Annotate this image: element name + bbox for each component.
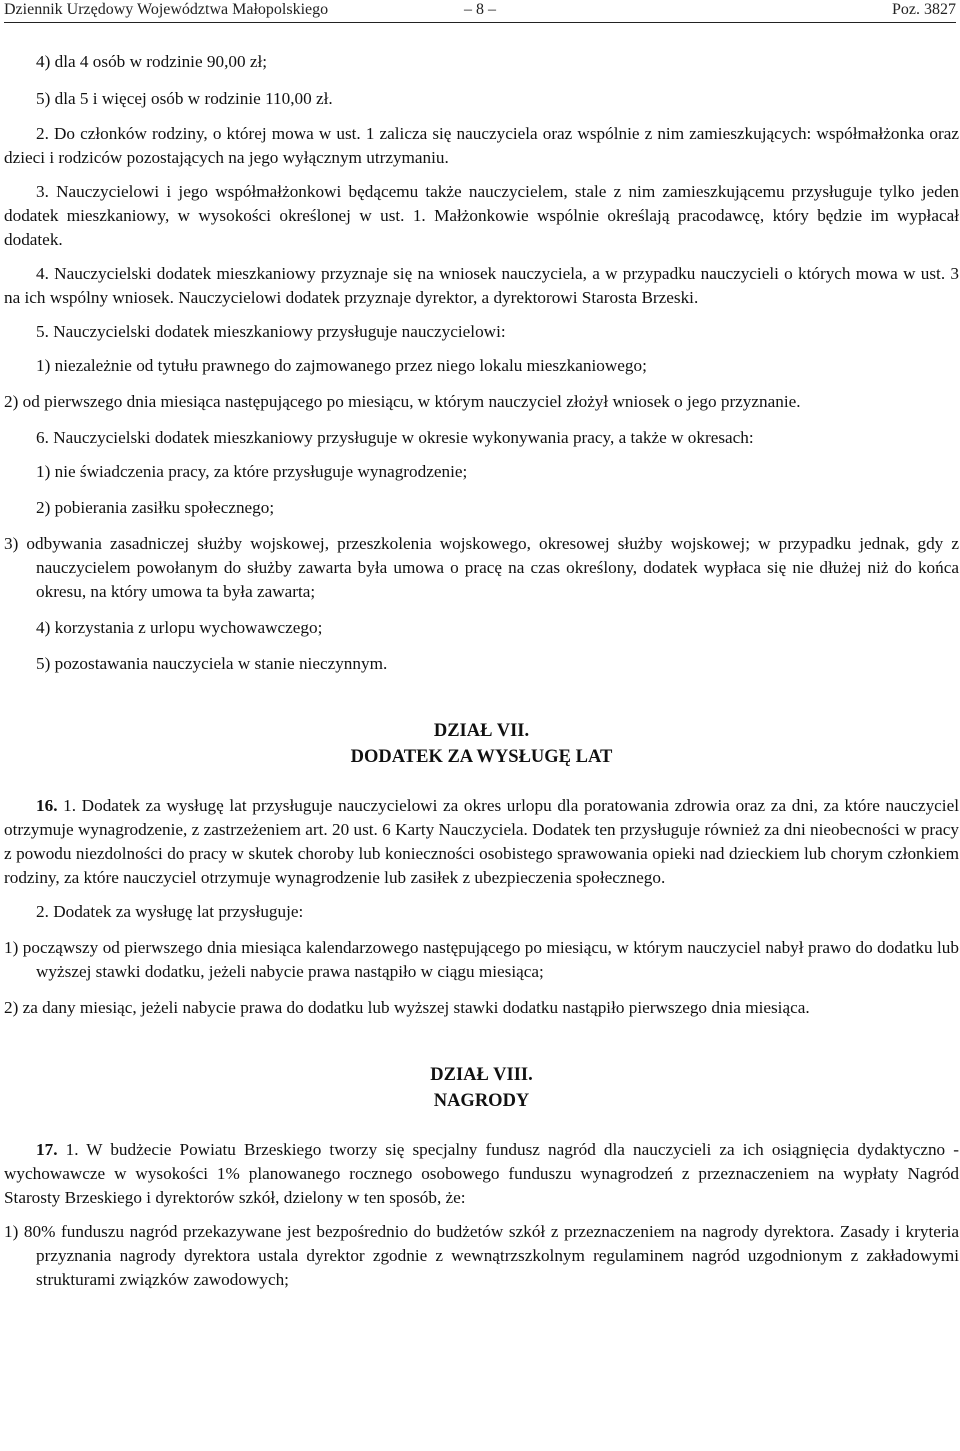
list-item: 5) pozostawania nauczyciela w stanie nieczynnym. <box>36 654 388 673</box>
page-header <box>4 0 956 23</box>
list-item: 4) dla 4 osób w rodzinie 90,00 zł; <box>36 52 268 71</box>
article-number: 16. <box>36 796 58 815</box>
section-heading-number: DZIAŁ VIII. <box>430 1065 533 1085</box>
paragraph: 5. Nauczycielski dodatek mieszkaniowy przysługuje nauczycielowi: <box>36 322 506 341</box>
article-text: 1. W budżecie Powiatu Brzeskiego tworzy się specjalny fundusz nagród dla nauczycieli za ich osiągnięcia dydaktyczno - wychowawcze w wysokości 1% planowanego rocznego osobowego funduszu wynagrodzeń z przeznaczeniem na wypłaty Nagród Starosty Brzeskiego i dyrektorów szkół, dzielony w ten sposób, że: <box>4 1140 959 1207</box>
section-heading-title: NAGRODY <box>433 1091 530 1111</box>
page-number: – 8 – <box>464 1 496 18</box>
list-item: 5) dla 5 i więcej osób w rodzinie 110,00 zł. <box>36 89 333 108</box>
paragraph: 3. Nauczycielowi i jego współmałżonkowi będącemu także nauczycielem, stale z nim zamieszkującemu przysługuje tylko jeden dodatek mieszkaniowy, w wysokości określonej w ust. 1. Małżonkowie wspólnie określają pracodawcę, który będzie im wypłacał dodatek. <box>4 182 959 249</box>
list-item: 2) pobierania zasiłku społecznego; <box>36 498 275 517</box>
journal-title: Dziennik Urzędowy Województwa Małopolskiego <box>4 1 329 18</box>
paragraph: 2. Dodatek za wysługę lat przysługuje: <box>36 902 304 921</box>
section-heading-number: DZIAŁ VII. <box>433 721 530 741</box>
list-item: 3) odbywania zasadniczej służby wojskowej, przeszkolenia wojskowego, okresowej służby wojskowej; w przypadku jednak, gdy z nauczycielem powołanym do służby zawarta była umowa o pracę na czas określony, dodatek wypłaca się nie dłużej niż do końca okresu, na który umowa ta była zawarta; <box>4 534 959 601</box>
list-item: 2) za dany miesiąc, jeżeli nabycie prawa do dodatku lub wyższej stawki dodatku nastąpiło pierwszego dnia miesiąca. <box>4 998 810 1017</box>
document-body <box>4 50 959 1302</box>
list-item: 4) korzystania z urlopu wychowawczego; <box>36 618 323 637</box>
position-number: Poz. 3827 <box>892 1 956 18</box>
paragraph-article-17 <box>4 1138 959 1210</box>
list-item: 2) od pierwszego dnia miesiąca następującego po miesiącu, w którym nauczyciel złożył wniosek o jego przyznanie. <box>4 392 801 411</box>
list-item: 1) począwszy od pierwszego dnia miesiąca kalendarzowego następującego po miesiącu, w którym nauczyciel nabył prawo do dodatku lub wyższej stawki dodatku, jeżeli nabycie prawa nastąpiło w ciągu miesiąca; <box>4 938 959 981</box>
article-number: 17. <box>36 1140 58 1159</box>
paragraph: 6. Nauczycielski dodatek mieszkaniowy przysługuje w okresie wykonywania pracy, a także w okresach: <box>36 428 754 447</box>
list-item: 1) niezależnie od tytułu prawnego do zajmowanego przez niego lokalu mieszkaniowego; <box>36 356 647 375</box>
list-item: 1) 80% funduszu nagród przekazywane jest bezpośrednio do budżetów szkół z przeznaczeniem na nagrody dyrektora. Zasady i kryteria przyznania nagrody dyrektora ustala dyrektor zgodnie z wewnątrzszkolnym regulaminem nagród uzgodnionym z zakładowymi strukturami związków zawodowych; <box>4 1222 959 1289</box>
article-text: 1. Dodatek za wysługę lat przysługuje nauczycielowi za okres urlopu dla poratowania zdrowia oraz za dni, za które nauczyciel otrzymuje wynagrodzenie, z zastrzeżeniem art. 20 ust. 6 Karty Nauczyciela. Dodatek ten przysługuje również za dni nieobecności w pracy z powodu niezdolności do pracy w skutek choroby lub konieczności osobistego sprawowania opieki nad dzieckiem lub chorym członkiem rodziny, za które nauczyciel otrzymuje wynagrodzenie lub zasiłek z ubezpieczenia społecznego. <box>4 796 959 887</box>
paragraph-article-16 <box>4 794 959 890</box>
list-item: 1) nie świadczenia pracy, za które przysługuje wynagrodzenie; <box>36 462 468 481</box>
paragraph: 2. Do członków rodziny, o której mowa w ust. 1 zalicza się nauczyciela oraz wspólnie z nim zamieszkujących: współmałżonka oraz dzieci i rodziców pozostających na jego wyłącznym utrzymaniu. <box>4 124 959 167</box>
section-heading-title: DODATEK ZA WYSŁUGĘ LAT <box>350 747 613 767</box>
paragraph: 4. Nauczycielski dodatek mieszkaniowy przyznaje się na wniosek nauczyciela, a w przypadku nauczycieli o których mowa w ust. 3 na ich wspólny wniosek. Nauczycielowi dodatek przyznaje dyrektor, a dyrektorowi Starosta Brzeski. <box>4 264 959 307</box>
